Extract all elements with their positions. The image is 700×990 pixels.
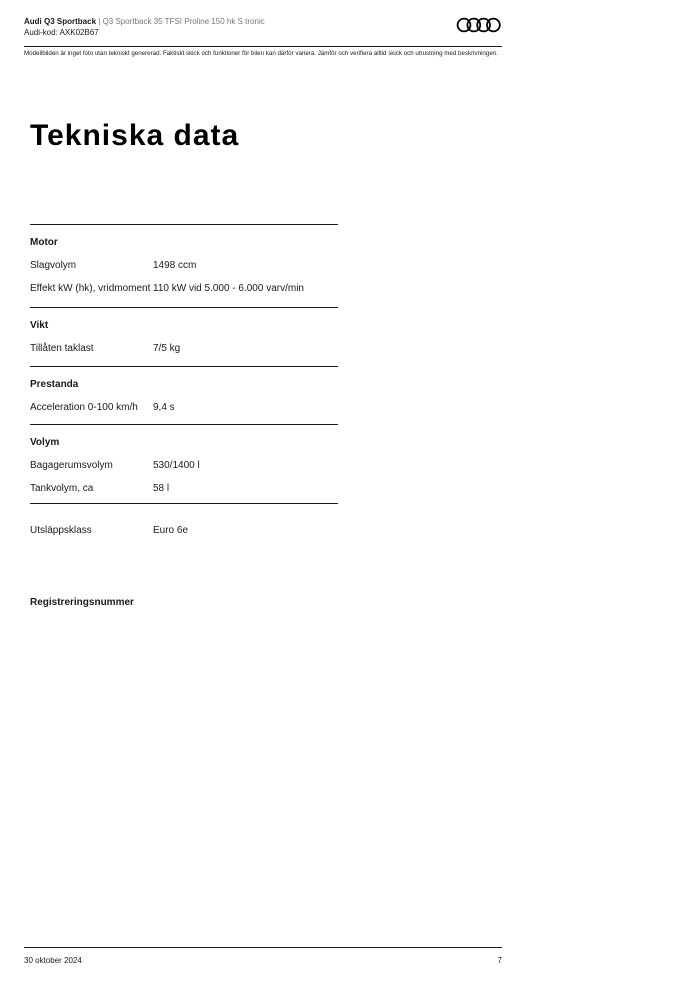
spec-value: 58 l bbox=[153, 483, 170, 494]
spec-row bbox=[30, 253, 338, 276]
spec-section-prestanda bbox=[30, 366, 338, 424]
spec-value: 530/1400 l bbox=[153, 460, 200, 471]
spec-value: 9,4 s bbox=[153, 402, 175, 413]
spec-row bbox=[30, 336, 338, 366]
document-header bbox=[24, 16, 502, 38]
spec-value: 7/5 kg bbox=[153, 343, 181, 354]
spec-label: Slagvolym bbox=[30, 260, 77, 271]
spec-section-volym bbox=[30, 424, 338, 503]
section-heading: Vikt bbox=[30, 320, 49, 331]
footer-divider bbox=[24, 947, 502, 948]
section-heading: Prestanda bbox=[30, 379, 79, 390]
page-title: Tekniska data bbox=[30, 119, 240, 152]
section-heading: Volym bbox=[30, 437, 60, 448]
footer-date: 30 oktober 2024 bbox=[24, 956, 82, 965]
spec-value: 1498 ccm bbox=[153, 260, 197, 271]
disclaimer-text: Modellbilden är inget foto utan tekniskt genererad. Faktiskt skick och funktioner för bilen kan därför variera. Jämför och verifiera alltid skick och utrustning med beskrivningen. bbox=[24, 50, 498, 57]
audi-four-rings-logo-icon bbox=[456, 17, 502, 33]
spec-label: Utsläppsklass bbox=[30, 525, 92, 536]
spec-label: Bagagerumsvolym bbox=[30, 460, 113, 471]
spec-label: Tillåten taklast bbox=[30, 343, 94, 354]
spec-row bbox=[30, 276, 338, 307]
spec-section-emission bbox=[30, 503, 338, 541]
header-divider bbox=[24, 46, 502, 47]
model-separator: | bbox=[98, 17, 101, 26]
spec-table bbox=[30, 224, 338, 541]
spec-row bbox=[30, 504, 338, 541]
spec-row bbox=[30, 395, 338, 424]
registration-heading: Registreringsnummer bbox=[30, 597, 134, 608]
spec-value: Euro 6e bbox=[153, 525, 189, 536]
model-variant: Q3 Sportback 35 TFSI Proline 150 hk S tronic bbox=[102, 17, 265, 26]
spec-row bbox=[30, 476, 338, 503]
spec-row bbox=[30, 453, 338, 476]
spec-section-motor bbox=[30, 224, 338, 307]
audi-code: Audi-kod: AXK02B67 bbox=[24, 28, 99, 37]
spec-label: Effekt kW (hk), vridmoment bbox=[30, 283, 151, 294]
model-line bbox=[24, 16, 502, 27]
spec-section-vikt bbox=[30, 307, 338, 366]
section-heading: Motor bbox=[30, 237, 58, 248]
spec-label: Acceleration 0-100 km/h bbox=[30, 402, 138, 413]
model-name: Audi Q3 Sportback bbox=[24, 17, 97, 26]
page-number: 7 bbox=[497, 956, 502, 965]
spec-label: Tankvolym, ca bbox=[30, 483, 94, 494]
spec-value: 110 kW vid 5.000 - 6.000 varv/min bbox=[153, 283, 304, 294]
